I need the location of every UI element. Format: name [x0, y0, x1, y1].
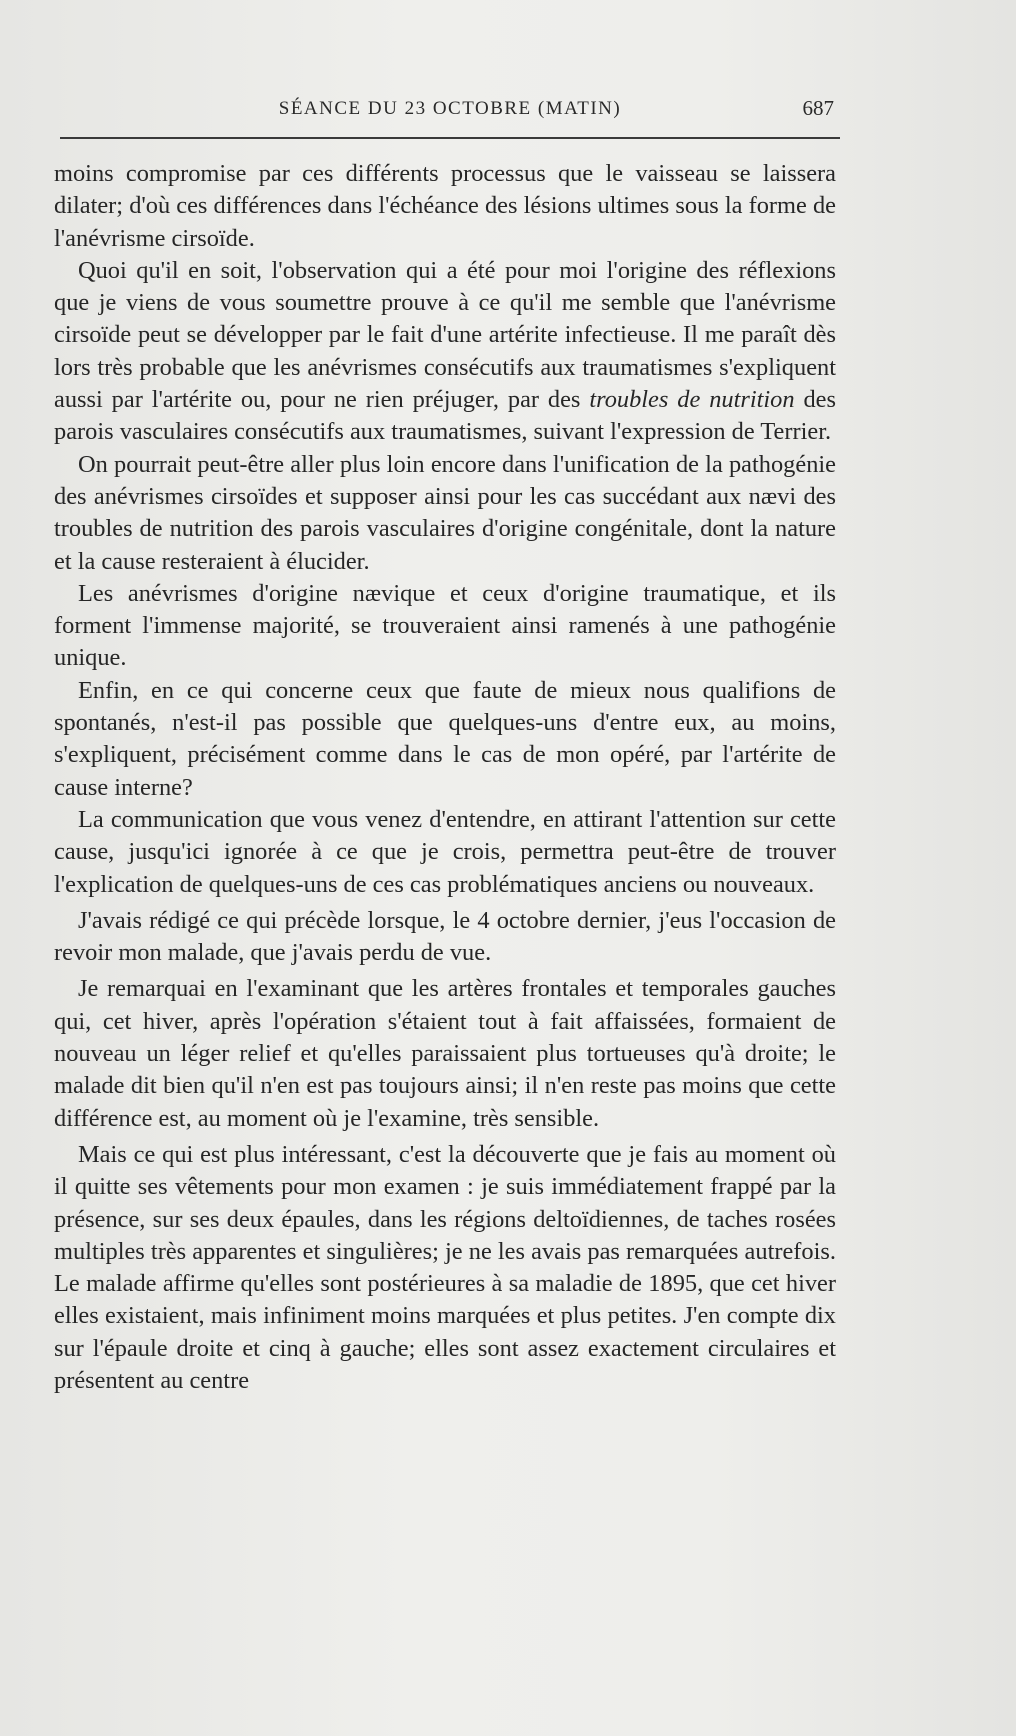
paragraph: Enfin, en ce qui concerne ceux que faute de mieux nous qualifions de spontanés, n'est-il pas possible que quelques-uns d'entre eux, au moins, s'expliquent, précisément comme dans le cas de mon opéré, par l'artérite de cause interne?	[54, 676, 836, 801]
paragraph: Je remarquai en l'examinant que les artères frontales et temporales gauches qui, cet hiver, après l'opération s'étaient tout à fait affaissées, formaient de nouveau un léger relief et qu'elles paraissaient plus tortueuses qu'à droite; le malade dit bien qu'il n'en est pas toujours ainsi; il n'en reste pas moins que cette différence est, au moment où je l'examine, très sensible.	[54, 975, 836, 1132]
running-head: SÉANCE DU 23 OCTOBRE (MATIN)	[278, 98, 622, 119]
paragraph: J'avais rédigé ce qui précède lorsque, le 4 octobre dernier, j'eus l'occasion de revoir mon malade, que j'avais perdu de vue.	[54, 906, 836, 967]
paragraph	[54, 255, 836, 449]
paragraph: Mais ce qui est plus intéressant, c'est la découverte que je fais au moment où il quitte ses vêtements pour mon examen : je suis immédiatement frappé par la présence, sur ses deux épaules, dans les régions deltoïdiennes, de taches rosées multiples très apparentes et singulières; je ne les avais pas remarquées autrefois. Le malade affirme qu'elles sont postérieures à sa maladie de 1895, que cet hiver elles existaient, mais infiniment moins marquées et plus petites. J'en compte dix sur l'épaule droite et cinq à gauche; elles sont assez exactement circulaires et présentent au centre	[54, 1140, 836, 1394]
header-rule	[60, 137, 840, 139]
paragraph: La communication que vous venez d'entendre, en attirant l'attention sur cette cause, jusqu'ici ignorée à ce que je crois, permettra peut-être de trouver l'explication de quelques-uns de ces cas problématiques anciens ou nouveaux.	[54, 805, 836, 898]
paragraph-text: des parois vasculaires consécutifs aux traumatismes, suivant l'expression de Terrier.	[54, 386, 836, 446]
paragraph-text: Quoi qu'il en soit, l'observation qui a été pour moi l'origine des réflexions que je viens de vous soumettre prouve à ce qu'il me semble que l'anévrisme cirsoïde peut se développer par le fait d'une artérite infectieuse. Il me paraît dès lors très probable que les anévrismes consécutifs aux traumatismes s'expliquent aussi par l'artérite ou, pour ne rien préjuger, par des	[54, 256, 836, 414]
paragraph: moins compromise par ces différents processus que le vaisseau se laissera dilater; d'où ces différences dans l'échéance des lésions ultimes sous la forme de l'anévrisme cirsoïde.	[54, 160, 836, 252]
italic-term: troubles de nutrition	[589, 386, 795, 414]
paragraph: On pourrait peut-être aller plus loin encore dans l'unification de la pathogénie des anévrismes cirsoïdes et supposer ainsi pour les cas succédant aux nævi des troubles de nutrition des parois vasculaires d'origine congénitale, dont la nature et la cause resteraient à élucider.	[54, 450, 836, 575]
paragraph: Les anévrismes d'origine nævique et ceux d'origine traumatique, et ils forment l'immense majorité, se trouveraient ainsi ramenés à une pathogénie unique.	[54, 579, 836, 672]
page-number: 687	[802, 96, 834, 120]
page-header	[60, 96, 840, 126]
body-text	[54, 158, 836, 1397]
